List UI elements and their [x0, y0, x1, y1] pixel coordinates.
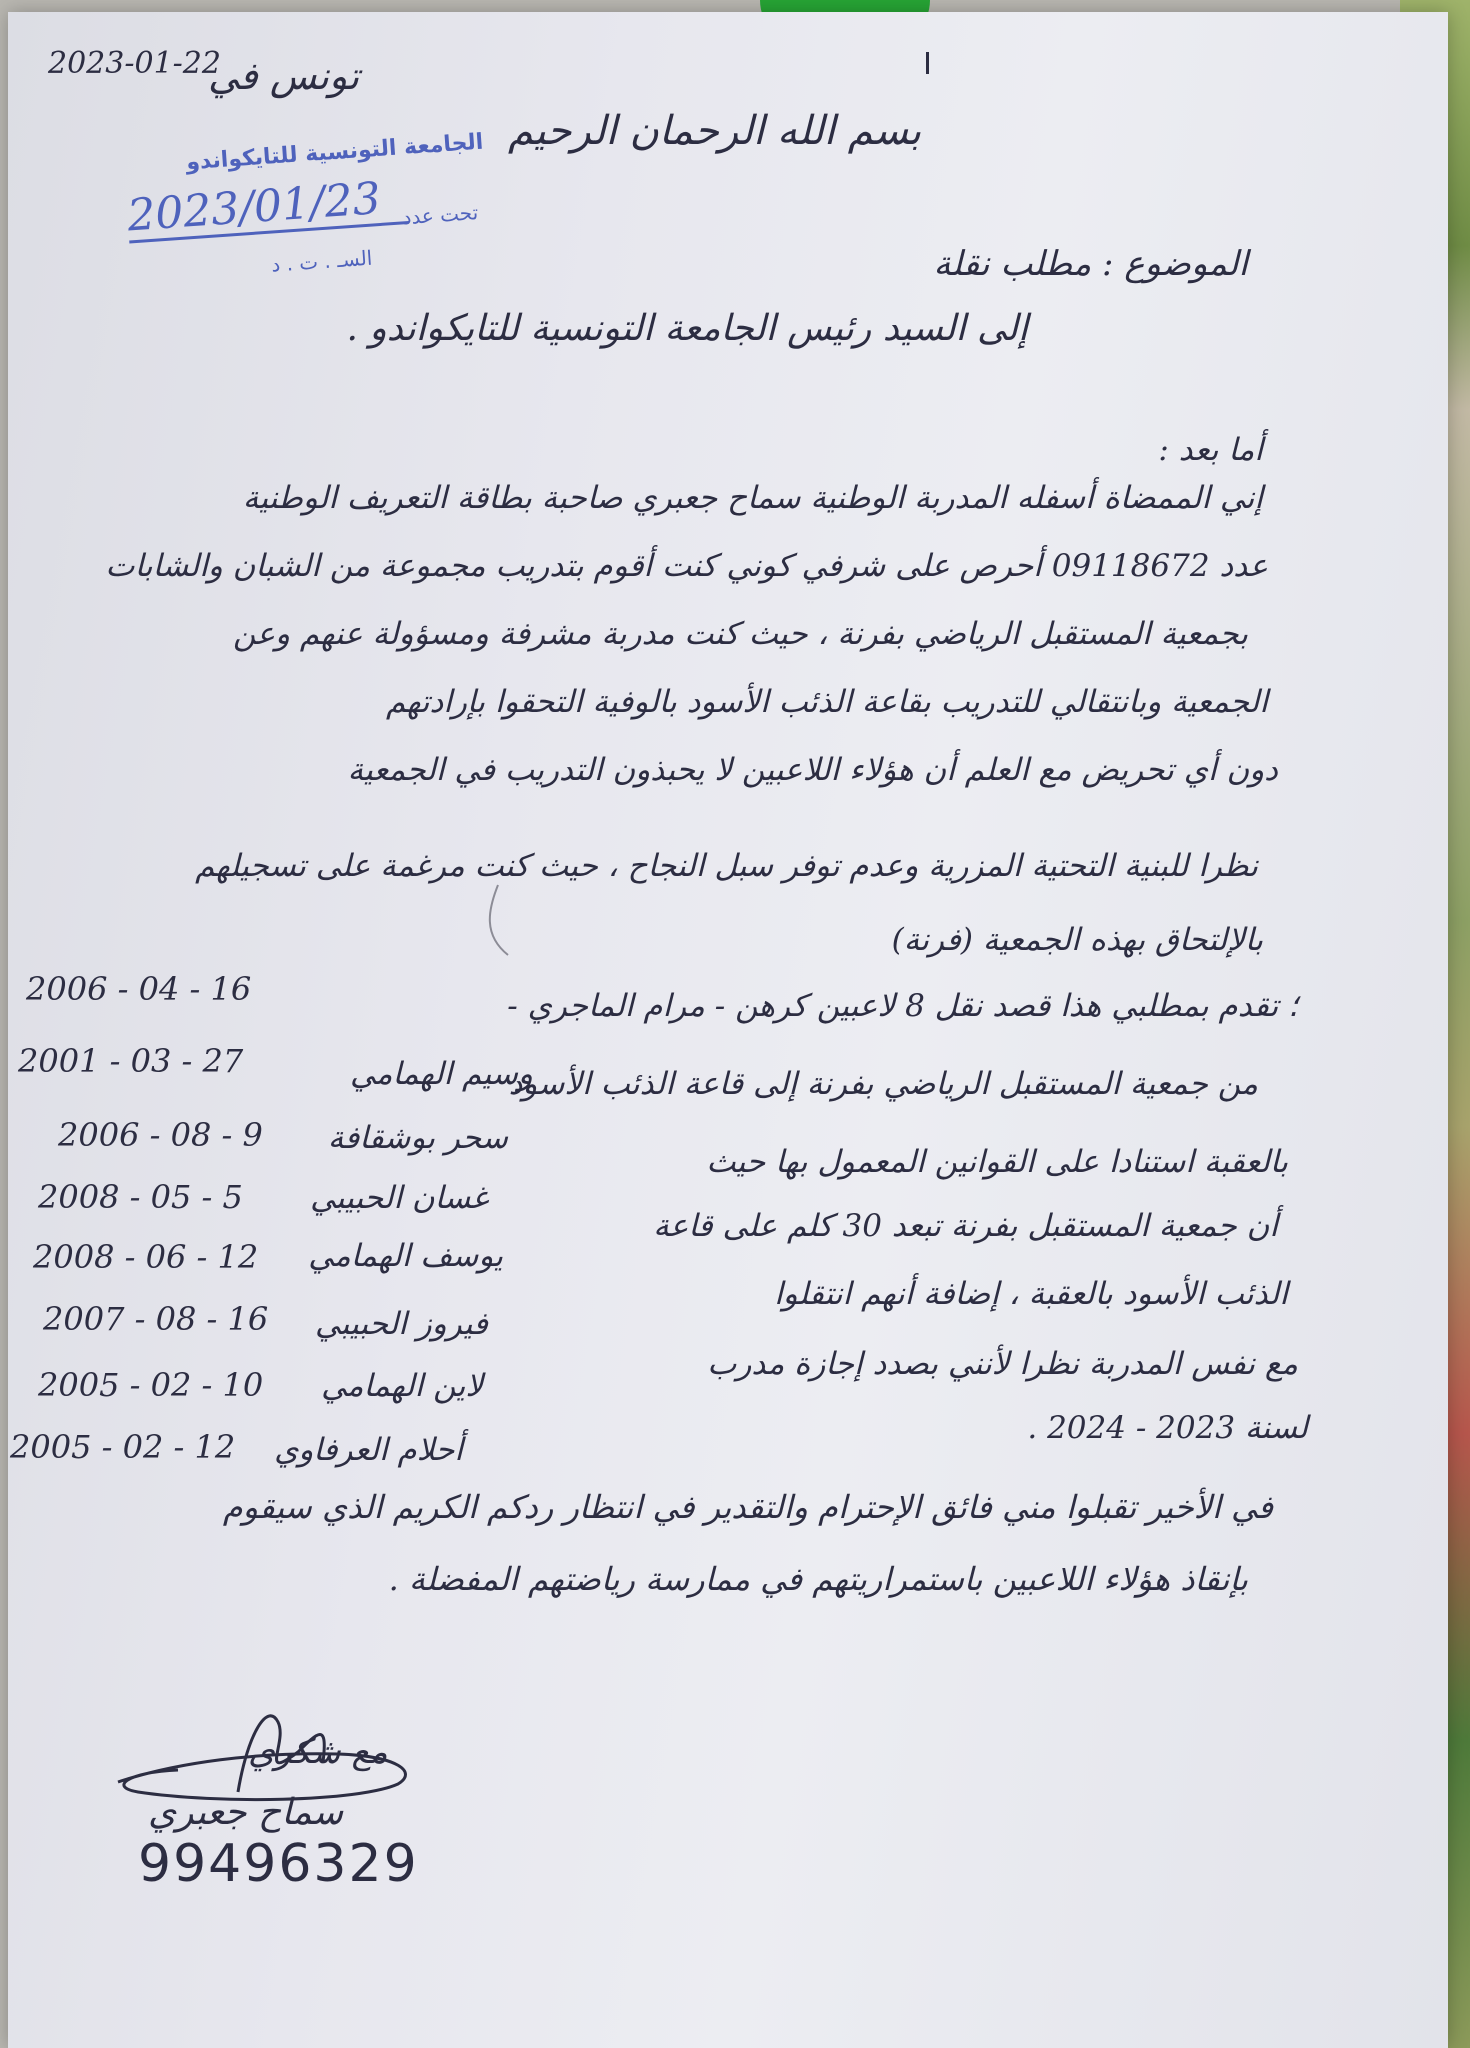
player-name: غسان الحبيبي [310, 1180, 488, 1216]
city-label: تونس في [208, 54, 360, 98]
transfer-line: مع نفس المدربة نظرا لأنني بصدد إجازة مدرب [707, 1346, 1298, 1382]
letter-subject: الموضوع : مطلب نقلة [933, 244, 1248, 284]
player-birthdate: 2006 - 04 - 16 [26, 970, 252, 1008]
player-name: أحلام العرفاوي [274, 1432, 463, 1468]
player-birthdate: 2006 - 08 - 9 [58, 1116, 263, 1154]
salutation: أما بعد : [1158, 432, 1263, 468]
reception-stamp [113, 129, 503, 305]
player-birthdate: 2008 - 06 - 12 [33, 1238, 259, 1276]
player-birthdate: 2001 - 03 - 27 [18, 1042, 244, 1080]
stamp-label: تحت عدد [401, 200, 479, 230]
stamp-date: 2023/01/23 [125, 172, 383, 242]
basmala: بسم الله الرحمان الرحيم [508, 108, 922, 154]
player-birthdate: 2005 - 02 - 12 [10, 1428, 236, 1466]
body-line: عدد 09118672 أحرص على شرفي كوني كنت أقوم بتدريب مجموعة من الشبان والشابات [105, 548, 1268, 584]
player-name: لاين الهمامي [321, 1368, 483, 1404]
letter-page [8, 12, 1448, 2048]
transfer-line: بالعقبة استنادا على القوانين المعمول بها حيث [706, 1144, 1288, 1180]
signature-thanks: مع شكري [248, 1732, 388, 1772]
closing-line: بإنقاذ هؤلاء اللاعبين باستمراريتهم في ممارسة رياضتهم المفضلة . [388, 1560, 1248, 1598]
player-birthdate: 2008 - 05 - 5 [38, 1178, 243, 1216]
closing-line: في الأخير تقبلوا مني فائق الإحترام والتقدير في انتظار ردكم الكريم الذي سيقوم [222, 1488, 1273, 1526]
body-line: نظرا للبنية التحتية المزرية وعدم توفر سبل النجاح ، حيث كنت مرغمة على تسجيلهم [195, 848, 1258, 884]
pen-mark [926, 52, 929, 74]
pencil-stroke [478, 880, 558, 960]
player-birthdate: 2007 - 08 - 16 [43, 1300, 269, 1338]
body-line: إني الممضاة أسفله المدربة الوطنية سماح جعبري صاحبة بطاقة التعريف الوطنية [242, 480, 1263, 516]
player-birthdate: 2005 - 02 - 10 [38, 1366, 264, 1404]
body-line: الجمعية وبانتقالي للتدريب بقاعة الذئب الأسود بالوفية التحقوا بإرادتهم [386, 684, 1268, 720]
letter-addressee: إلى السيد رئيس الجامعة التونسية للتايكواندو . [346, 308, 1028, 349]
player-name: فيروز الحبيبي [314, 1306, 488, 1342]
body-line: بالإلتحاق بهذه الجمعية (فرنة) [891, 922, 1263, 958]
player-name: وسيم الهمامي [350, 1056, 533, 1092]
transfer-line: لسنة 2023 - 2024 . [1027, 1410, 1308, 1446]
signature-phone: 99496329 [138, 1834, 419, 1894]
body-line: دون أي تحريض مع العلم أن هؤلاء اللاعبين لا يحبذون التدريب في الجمعية [347, 752, 1278, 788]
player-name: سحر بوشقافة [327, 1120, 508, 1156]
body-line: بجمعية المستقبل الرياضي بفرنة ، حيث كنت مدربة مشرفة ومسؤولة عنهم وعن [233, 616, 1248, 652]
transfer-line: أن جمعية المستقبل بفرنة تبعد 30 كلم على قاعة [653, 1208, 1278, 1244]
date-top: 2023-01-22 [48, 46, 221, 81]
stamp-org: الجامعة التونسية للتايكواندو [185, 129, 485, 176]
transfer-line: الذئب الأسود بالعقبة ، إضافة أنهم انتقلوا [774, 1276, 1288, 1312]
request-intro: ؛ تقدم بمطلبي هذا قصد نقل 8 لاعبين كرهن - مرام الماجري - [507, 988, 1298, 1024]
stamp-bottom: السـ . ت . د [270, 245, 374, 277]
signature-name: سماح جعبري [148, 1792, 344, 1833]
player-name: يوسف الهمامي [308, 1238, 503, 1274]
transfer-line: من جمعية المستقبل الرياضي بفرنة إلى قاعة الذئب الأسود [508, 1066, 1258, 1102]
